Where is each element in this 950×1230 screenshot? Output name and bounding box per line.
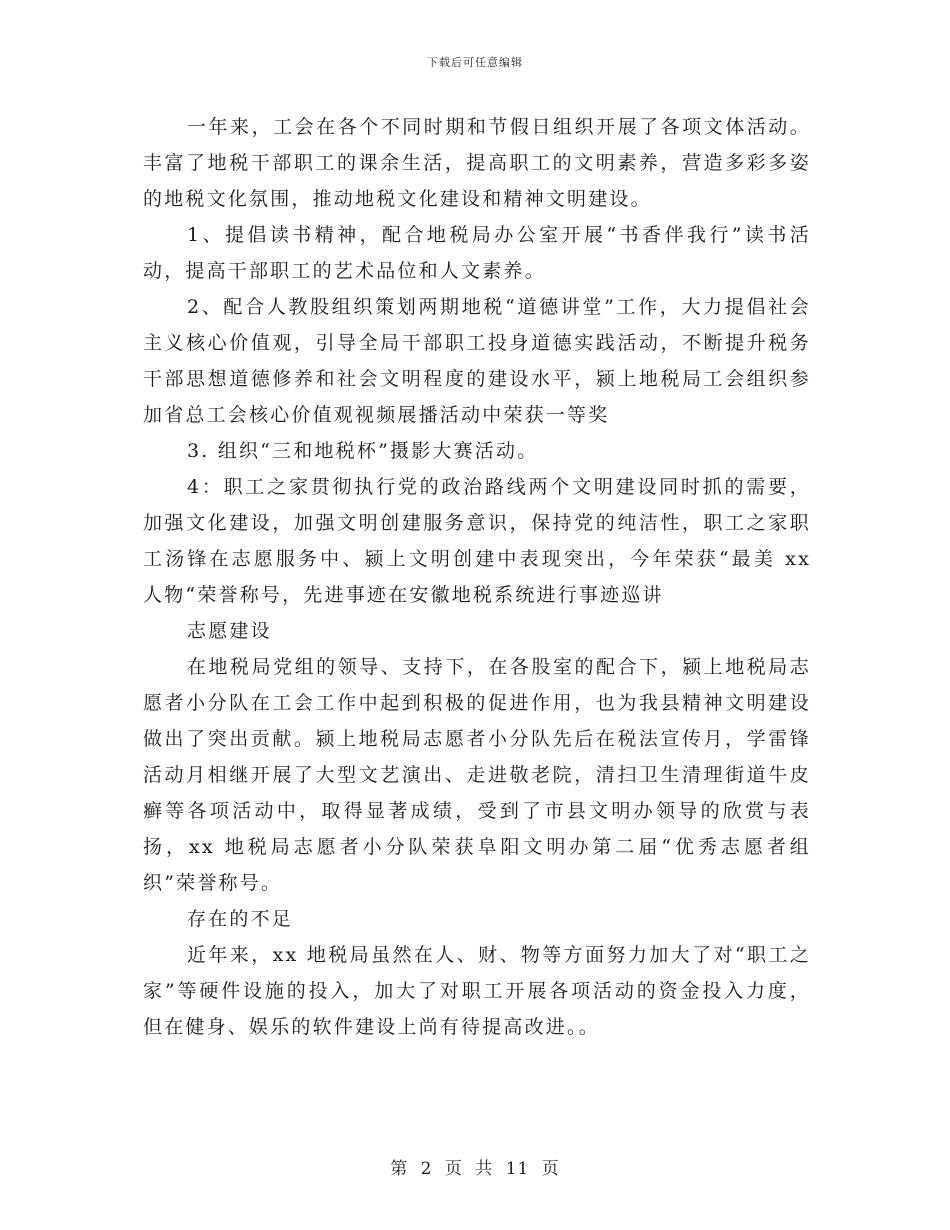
paragraph-shortcomings: 近年来，xx 地税局虽然在人、财、物等方面努力加大了对“职工之家”等硬件设施的投入，加大了对职工开展各项活动的资金投入力度，但在健身、娱乐的软件建设上尚有待提高改进。。 [143,944,811,1038]
page-number: 第 2 页 共 11 页 [390,1159,560,1179]
page-header-note: 下载后可任意编辑 [427,56,523,69]
paragraph-volunteer: 在地税局党组的领导、支持下，在各股室的配合下，颍上地税局志愿者小分队在工会工作中起到积极的促进作用，也为我县精神文明建设做出了突出贡献。颍上地税局志愿者小分队先后在税法宣传月，学雷锋活动月相继开展了大型文艺演出、走进敬老院，清扫卫生清理街道牛皮癣等各项活动中，取得显著成绩，受到了市县文明办领导的欣赏与表扬，xx 地税局志愿者小分队荣获阜阳文明办第二届“优秀志愿者组织”荣誉称号。 [143,656,811,894]
section-heading-volunteer: 志愿建设 [187,620,272,642]
paragraph-item-4: 4：职工之家贯彻执行党的政治路线两个文明建设同时抓的需要，加强文化建设，加强文明创建服务意识，保持党的纯洁性，职工之家职工汤锋在志愿服务中、颍上文明创建中表现突出，今年荣获“最美 xx 人物“荣誉称号，先进事迹在安徽地税系统进行事迹巡讲 [143,476,811,606]
paragraph-item-3: 3. 组织“三和地税杯”摄影大赛活动。 [187,440,539,462]
paragraph-intro: 一年来，工会在各个不同时期和节假日组织开展了各项文体活动。丰富了地税干部职工的课余生活，提高职工的文明素养，营造多彩多姿的地税文化氛围，推动地税文化建设和精神文明建设。 [143,116,811,210]
paragraph-item-1: 1、提倡读书精神，配合地税局办公室开展“书香伴我行”读书活动，提高干部职工的艺术品位和人文素养。 [143,224,811,282]
paragraph-item-2: 2、配合人教股组织策划两期地税“道德讲堂”工作，大力提倡社会主义核心价值观，引导全局干部职工投身道德实践活动，不断提升税务干部思想道德修养和社会文明程度的建设水平，颍上地税局工会组织参加省总工会核心价值观视频展播活动中荣获一等奖 [143,296,811,426]
section-heading-shortcomings: 存在的不足 [187,908,294,930]
document-body [143,109,811,1045]
